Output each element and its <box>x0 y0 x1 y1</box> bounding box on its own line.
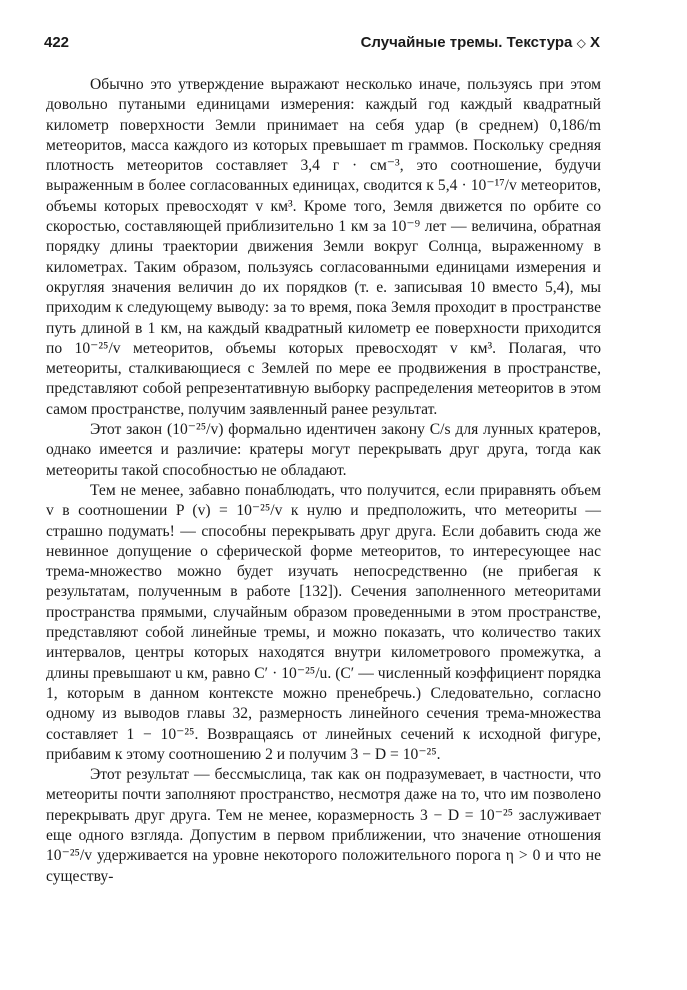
paragraph-3: Тем не менее, забавно понаблюдать, что получится, если приравнять объем v в соотношении P (v) = 10⁻²⁵/v к нулю и предположить, что метеориты — страшно подумать! — способны перекрывать друг друга. Если добавить сюда же невинное допущение о сферической форме метеоритов, то интересующее нас трема-множество можно будет изучать непосредственно (не прибегая к результатам, полученным в работе [132]). Сечения заполненного метеоритами пространства прямыми, случайным образом проведенными в этом пространстве, представляют собой линейные тремы, и можно показать, что количество таких интервалов, центры которых находятся внутри километрового промежутка, а длины превышают u км, равно C′ · 10⁻²⁵/u. (C′ — численный коэффициент порядка 1, которым в данном контексте можно пренебречь.) Следовательно, согласно одному из выводов главы 32, размерность линейного сечения трема-множества составляет 1 − 10⁻²⁵. Возвращаясь от линейных сечений к исходной фигуре, прибавим к этому соотношению 2 и получим 3 − D = 10⁻²⁵. <box>46 481 601 763</box>
running-title: Случайные тремы. Текстура <box>360 34 573 51</box>
diamond-icon: ◇ <box>576 36 586 50</box>
paragraph-1: Обычно это утверждение выражают несколько иначе, пользуясь при этом довольно путаными единицами измерения: каждый год каждый квадратный километр поверхности Земли принимает на себя удар (в среднем) 0,186/m метеоритов, масса каждого из которых превышает m граммов. Поскольку средняя плотность метеоритов составляет 3,4 г · см⁻³, это соотношение, будучи выраженным в более согласованных единицах, сводится к 5,4 · 10⁻¹⁷/v метеоритов, объемы которых превосходят v км³. Кроме того, Земля движется по орбите со скоростью, составляющей приблизительно 1 км за 10⁻⁹ лет — величина, обратная порядку длины траектории движения Земли вокруг Солнца, выраженному в километрах. Таким образом, пользуясь согласованными единицами измерения и округляя значения величин до их порядков (т. е. записывая 10 вместо 5,4), мы приходим к следующему выводу: за то время, пока Земля проходит в пространстве путь длиной в 1 км, на каждый квадратный километр ее поверхности приходится по 10⁻²⁵/v метеоритов, объемы которых превосходят v км³. Полагая, что метеориты, сталкивающиеся с Землей по мере ее продвижения в пространстве, представляют собой репрезентативную выборку распределения метеоритов в этом самом пространстве, получим заявленный ранее результат. <box>46 76 601 418</box>
paragraph-4: Этот результат — бессмыслица, так как он подразумевает, в частности, что метеориты почти заполняют пространство, несмотря даже на то, что им позволено перекрывать друг друга. Тем не менее, коразмерность 3 − D = 10⁻²⁵ заслуживает еще одного взгляда. Допустим в первом приближении, что значение отношения 10⁻²⁵/v удерживается на уровне некоторого положительного порога η > 0 и что не существу- <box>46 766 601 885</box>
page-number: 422 <box>44 34 70 51</box>
body-text <box>46 75 601 887</box>
paragraph-2: Этот закон (10⁻²⁵/v) формально идентичен закону C/s для лунных кратеров, однако имеется и различие: кратеры могут перекрывать друг друга, тогда как метеориты такой способностью не обладают. <box>46 421 601 479</box>
page-header <box>44 34 600 58</box>
running-head <box>361 34 600 51</box>
chapter-number: X <box>589 34 600 51</box>
